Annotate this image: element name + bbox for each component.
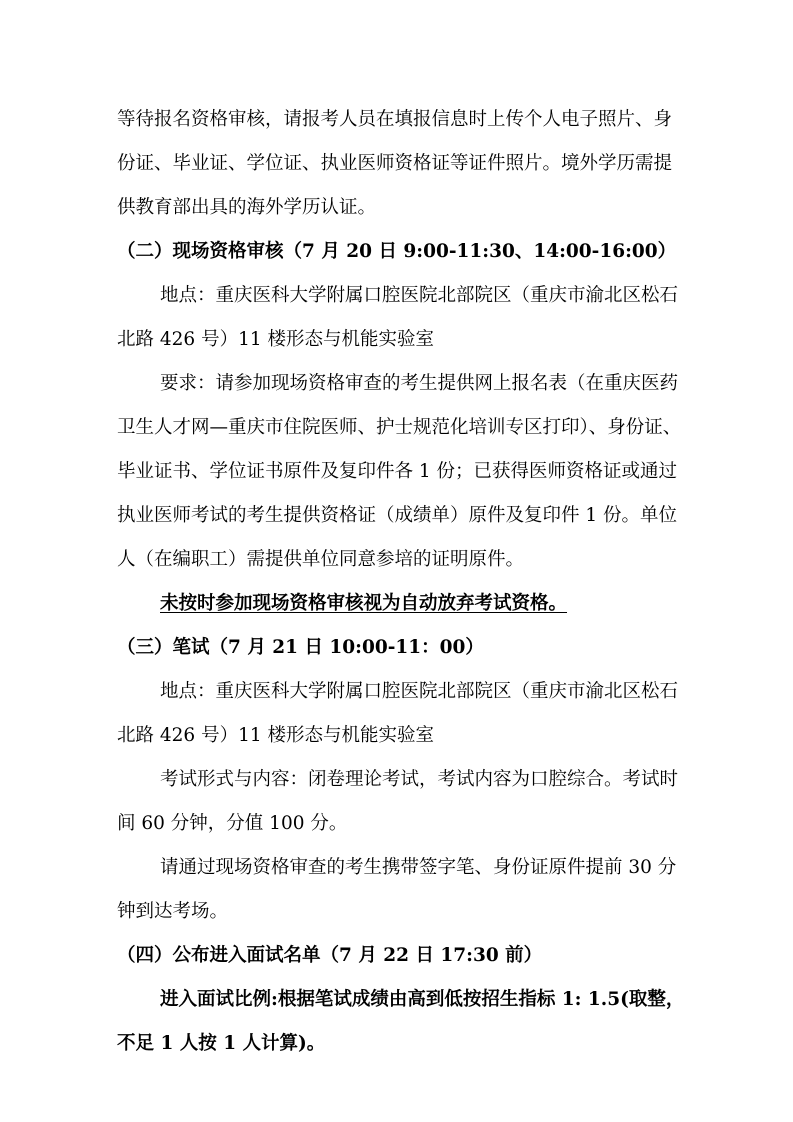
section2-requirement-line-3: 毕业证书、学位证书原件及复印件各 1 份；已获得医师资格证或通过 [117,461,678,482]
section4-ratio-line-1: 进入面试比例:根据笔试成绩由高到低按招生指标 1: 1.5(取整， [160,989,685,1010]
section4-ratio-line-2: 不足 1 人按 1 人计算)。 [117,1033,326,1054]
section3-format-line-1: 考试形式与内容：闭卷理论考试，考试内容为口腔综合。考试时 [160,769,679,790]
section3-notice-line-1: 请通过现场资格审查的考生携带签字笔、身份证原件提前 30 分 [160,857,677,878]
section4-heading: （四）公布进入面试名单（7 月 22 日 17:30 前） [117,945,543,966]
section2-location-line-2: 北路 426 号）11 楼形态与机能实验室 [117,329,434,350]
section2-heading: （二）现场资格审核（7 月 20 日 9:00-11:30、14:00-16:00） [117,241,677,262]
intro-line-1: 等待报名资格审核，请报考人员在填报信息时上传个人电子照片、身 [117,109,673,130]
section3-location-line-1: 地点：重庆医科大学附属口腔医院北部院区（重庆市渝北区松石 [160,681,679,702]
section3-notice-line-2: 钟到达考场。 [117,901,229,922]
section3-location-line-2: 北路 426 号）11 楼形态与机能实验室 [117,725,434,746]
section2-requirement-line-4: 执业医师考试的考生提供资格证（成绩单）原件及复印件 1 份。单位 [117,505,678,526]
section3-heading: （三）笔试（7 月 21 日 10:00-11：00） [117,637,484,658]
section2-location-line-1: 地点：重庆医科大学附属口腔医院北部院区（重庆市渝北区松石 [160,285,679,306]
intro-line-2: 份证、毕业证、学位证、执业医师资格证等证件照片。境外学历需提 [117,153,673,174]
section2-warning: 未按时参加现场资格审核视为自动放弃考试资格。 [160,593,568,614]
section2-requirement-line-2: 卫生人才网—重庆市住院医师、护士规范化培训专区打印）、身份证、 [117,417,682,438]
intro-line-3: 供教育部出具的海外学历认证。 [117,197,377,218]
section2-requirement-line-5: 人（在编职工）需提供单位同意参培的证明原件。 [117,549,525,570]
section2-requirement-line-1: 要求：请参加现场资格审查的考生提供网上报名表（在重庆医药 [160,373,679,394]
section3-format-line-2: 间 60 分钟，分值 100 分。 [117,813,348,834]
